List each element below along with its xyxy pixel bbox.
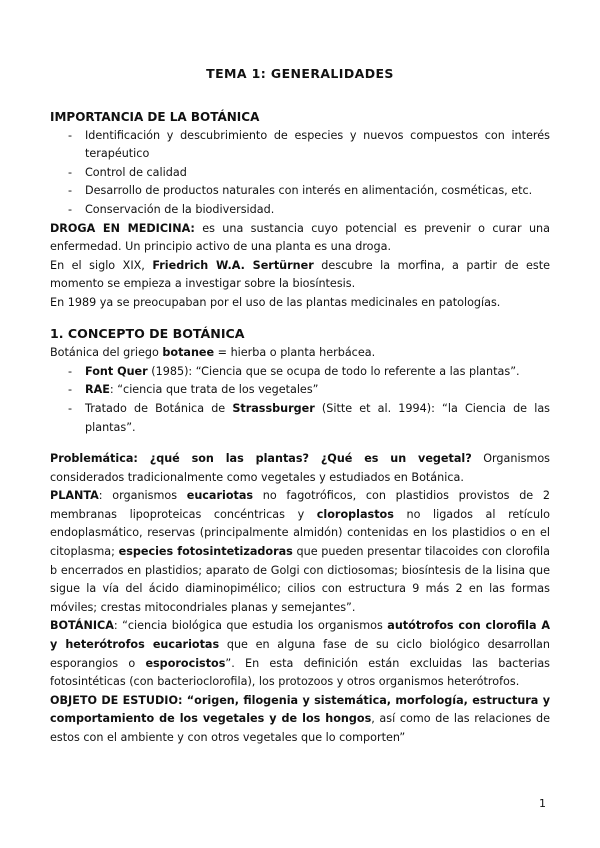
siglo-post: descubre la morfina, a partir de este momento se empieza a investigar sobre la biosíntesis. [50,258,550,291]
page-title: TEMA 1: GENERALIDADES [206,66,394,81]
section-heading-importancia: IMPORTANCIA DE LA BOTÁNICA [50,110,260,124]
section-heading-concepto: 1. CONCEPTO DE BOTÁNICA [50,325,245,341]
objeto-label: OBJETO DE ESTUDIO: “origen, filogenia y sistemática, morfología, estructura y comportamiento de los vegetales y de los hongos [50,693,550,726]
strassburger-text: (Sitte et al. 1994): “la Ciencia de las plantas”. [85,401,550,434]
botanee-term: botanee [162,346,215,360]
list-item: - Identificación y descubrimiento de especies y nuevos compuestos con interés terapéutico [85,127,550,164]
planta-label: PLANTA [50,489,99,503]
concepto-intro-pre: Botánica del griego [50,346,163,360]
list-item: - Control de calidad [85,164,550,183]
rae-name: RAE [85,383,110,397]
botanica-text: : “ciencia biológica que estudia los organismos [113,619,388,633]
botanica-label: BOTÁNICA [50,619,114,633]
esporocistos-term: esporocistos [145,656,226,670]
list-item [85,400,550,437]
objeto-paragraph [50,692,550,748]
droga-paragraph [50,220,550,257]
sertuerner-name: Friedrich W.A. Sertürner [152,258,314,272]
rae-text: : “ciencia que trata de los vegetales” [109,383,319,397]
concepto-intro-post: = hierba o planta herbácea. [214,346,376,360]
document-body [50,108,550,748]
strassburger-pre: Tratado de Botánica de [85,401,233,415]
especies-term: especies fotosintetizadoras [118,545,293,559]
strassburger-name: Strassburger [232,401,315,415]
planta-text: no fagotróficos, con plastidios provistos de 2 membranas lipoproteicas concéntricas y [50,489,550,521]
botanica-paragraph [50,617,550,691]
concepto-list [50,363,550,437]
list-item: - Desarrollo de productos naturales con interés en alimentación, cosméticas, etc. [85,182,550,201]
autotrofos-term: autótrofos con clorofila A y heterótrofos eucariotas [50,619,550,652]
botanica-text: que en alguna fase de su ciclo biológico desarrollan esporangios o [50,638,550,670]
problematica-text: Organismos considerados tradicionalmente como vegetales y estudiados en Botánica. [50,452,550,484]
list-item: - Conservación de la biodiversidad. [85,201,550,220]
cloroplastos-term: cloroplastos [316,507,394,521]
problematica-paragraph [50,450,550,487]
font-quer-name: Font Quer [85,364,148,378]
eucariotas-term: eucariotas [186,489,254,503]
objeto-text: , así como de las relaciones de estos con el ambiente y con otros vegetales que lo comporten” [50,712,550,744]
problematica-label: Problemática: ¿qué son las plantas? ¿Qué es un vegetal? [50,452,472,466]
importancia-list [50,127,550,220]
planta-text: : organismos [98,489,187,503]
siglo-pre: En el siglo XIX, [50,258,153,272]
planta-text: no ligados al retículo endoplasmático, reservas (principalmente almidón) contenidas en los plastidios o en el citoplasma; [50,507,550,559]
botanica-text: ”. En esta definición están excluidas las bacterias fotosintéticas (con bacterioclorofila), los protozoos y otros organismos heterótrofos. [50,656,550,689]
droga-text: es una sustancia cuyo potencial es prevenir o curar una enfermedad. Un principio activo de una planta es una droga. [50,221,550,254]
year-1989-paragraph: En 1989 ya se preocupaban por el uso de las plantas medicinales en patologías. [50,295,501,309]
page-number: 1 [539,797,546,810]
droga-label: DROGA EN MEDICINA: [50,221,195,235]
list-item [85,363,550,382]
list-item [85,381,550,400]
planta-paragraph [50,487,550,617]
font-quer-text: (1985): “Ciencia que se ocupa de todo lo referente a las plantas”. [147,364,520,378]
siglo-paragraph [50,257,550,294]
concepto-intro [50,344,550,363]
planta-text: que pueden presentar tilacoides con clorofila b encerrados en plastidios; aparato de Golgi con dictiosomas; biosíntesis de la lisina que sigue la vía del ácido diaminopimélico; cilios con estructura 9 más 2 en las formas móviles; crestas mitocondriales planas y semejantes”. [50,545,550,614]
